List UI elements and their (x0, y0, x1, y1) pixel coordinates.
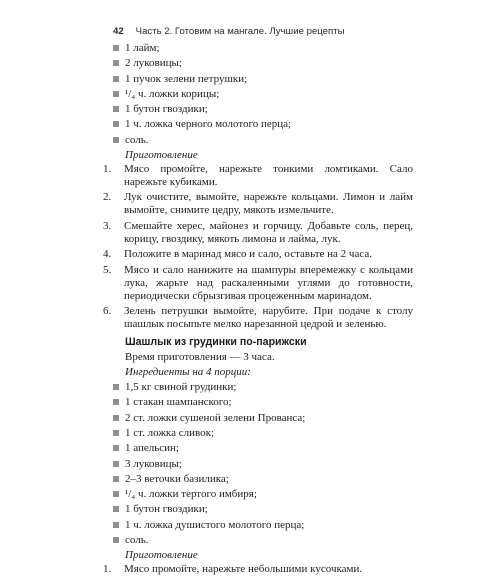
step-number: 4. (103, 248, 112, 261)
ingredient-list (113, 380, 413, 548)
step-item (103, 163, 413, 189)
ingredient-item: 1 бутон гвоздики; (113, 102, 413, 117)
step-text: Лук очистите, вымойте, нарежьте кольцами. Лимон и лайм вымойте, снимите цедру, мякоть измельчите. (124, 191, 413, 217)
step-text: Мясо промойте, нарежьте тонкими ломтиками. Сало нарежьте кубиками. (124, 163, 413, 189)
ingredient-item: 1 ч. ложка душистого молотого перца; (113, 518, 413, 533)
step-text: Смешайте херес, майонез и горчицу. Добавьте соль, перец, корицу, гвоздику, мякоть лимона и лайма, лук. (124, 219, 413, 245)
step-number: 1. (103, 163, 112, 176)
recipe-title: Шашлык из грудинки по-парижски (125, 336, 307, 349)
preparation-steps (103, 563, 413, 576)
step-text: Мясо промойте, нарежьте небольшими кусочками. (124, 563, 363, 576)
preparation-heading: Приготовление (125, 549, 198, 562)
step-text: Мясо и сало нанижите на шампуры вперемежку с кольцами лука, жарьте над раскаленными углями до готовности, периодически сбрызгивая процеженным маринадом. (124, 263, 413, 302)
ingredient-item: 1 бутон гвоздики; (113, 502, 413, 517)
ingredient-item: 1 пучок зелени петрушки; (113, 72, 413, 87)
step-number: 3. (103, 219, 112, 232)
ingredient-item: 1 ч. ложка черного молотого перца; (113, 117, 413, 132)
step-item (103, 191, 413, 217)
ingredient-item: соль. (113, 133, 413, 148)
ingredient-item: 2 луковицы; (113, 56, 413, 71)
ingredient-item: 1 лайм; (113, 41, 413, 56)
step-number: 2. (103, 191, 112, 204)
ingredient-item: 2–3 веточки базилика; (113, 472, 413, 487)
ingredient-item: 1 апельсин; (113, 441, 413, 456)
preparation-steps (103, 163, 413, 331)
step-number: 1. (103, 563, 112, 576)
ingredient-item: ¹/₄ ч. ложки корицы; (113, 87, 413, 102)
ingredient-item: 2 ст. ложки сушеной зелени Прованса; (113, 411, 413, 426)
step-text: Зелень петрушки вымойте, нарубите. При подаче к столу шашлык посыпьте мелко нарезанной цедрой и зеленью. (124, 305, 413, 331)
cooking-time: Время приготовления — 3 часа. (125, 351, 275, 364)
step-item (103, 563, 413, 576)
page-number: 42 (113, 26, 124, 37)
ingredient-list-continued (113, 41, 413, 148)
preparation-heading: Приготовление (125, 149, 198, 162)
ingredient-item: соль. (113, 533, 413, 548)
ingredient-item: 1 ст. ложка сливок; (113, 426, 413, 441)
ingredient-item: 1,5 кг свиной грудинки; (113, 380, 413, 395)
step-item (103, 248, 413, 261)
ingredients-heading: Ингредиенты на 4 порции: (125, 366, 251, 379)
step-item (103, 263, 413, 303)
step-item (103, 219, 413, 246)
step-text: Положите в маринад мясо и сало, оставьте на 2 часа. (124, 248, 372, 261)
ingredient-item: 3 луковицы; (113, 457, 413, 472)
step-item (103, 305, 413, 331)
ingredient-item: 1 стакан шампанского; (113, 395, 413, 410)
step-number: 6. (103, 305, 112, 318)
page-content (103, 41, 413, 579)
step-number: 5. (103, 263, 112, 276)
ingredient-item: ¹/₄ ч. ложки тертого имбиря; (113, 487, 413, 502)
running-title: Часть 2. Готовим на мангале. Лучшие рецепты (135, 26, 345, 37)
running-header (113, 26, 413, 40)
